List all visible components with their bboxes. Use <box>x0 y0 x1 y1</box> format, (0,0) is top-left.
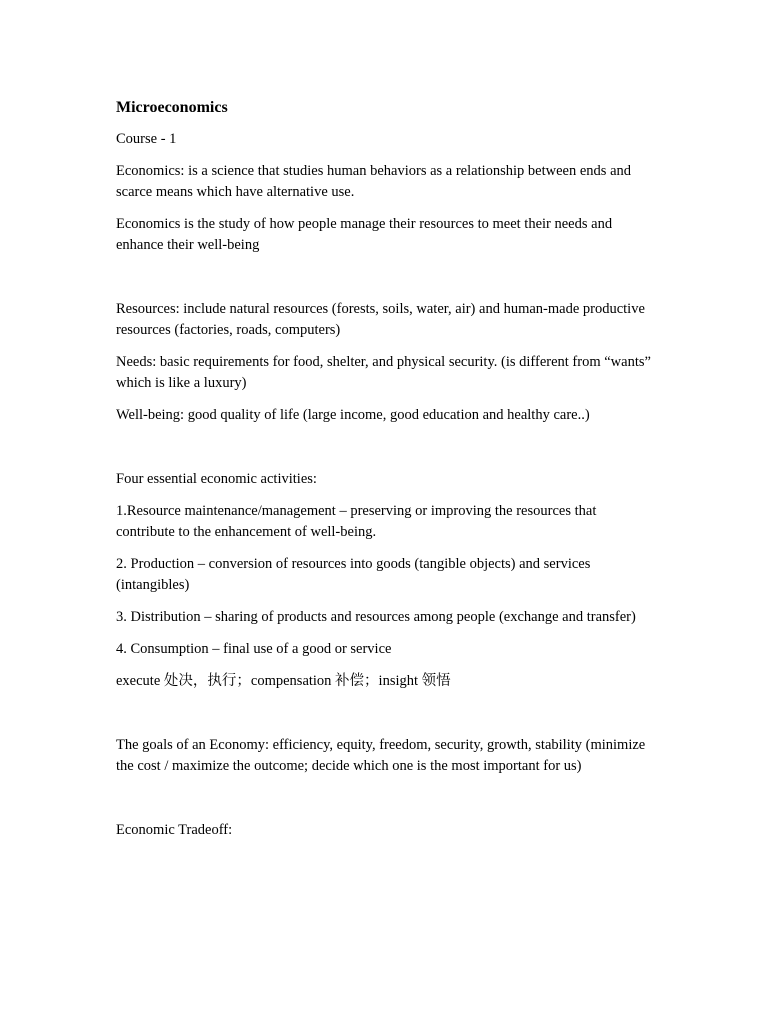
spacer <box>116 437 656 469</box>
course-label: Course - 1 <box>116 131 177 147</box>
spacer <box>116 267 656 299</box>
economy-goals: The goals of an Economy: efficiency, equity, freedom, security, growth, stability (minimize the cost / maximize the outcome; decide which one is the most important for us) <box>116 737 646 774</box>
spacer <box>116 703 656 735</box>
economics-definition-2: Economics is the study of how people manage their resources to meet their needs and enhance their well-being <box>116 216 613 253</box>
well-being-definition: Well-being: good quality of life (large income, good education and healthy care..) <box>116 407 590 423</box>
economics-definition-1: Economics: is a science that studies human behaviors as a relationship between ends and scarce means which have alternative use. <box>116 163 632 200</box>
vocabulary-note: execute 处决，执行；compensation 补偿；insight 领悟 <box>116 673 451 689</box>
activity-item: 1.Resource maintenance/management – preserving or improving the resources that contribute to the enhancement of well-being. <box>116 503 597 540</box>
resources-definition: Resources: include natural resources (forests, soils, water, air) and human-made productive resources (factories, roads, computers) <box>116 301 645 338</box>
activity-item: 3. Distribution – sharing of products and resources among people (exchange and transfer) <box>116 609 636 625</box>
spacer <box>116 788 656 820</box>
document-body <box>116 97 656 852</box>
needs-definition: Needs: basic requirements for food, shelter, and physical security. (is different from “wants” which is like a luxury) <box>116 354 651 391</box>
document-title: Microeconomics <box>116 99 228 116</box>
activities-heading: Four essential economic activities: <box>116 471 317 487</box>
activity-item: 4. Consumption – final use of a good or service <box>116 641 392 657</box>
activity-item: 2. Production – conversion of resources into goods (tangible objects) and services (intangibles) <box>116 556 591 593</box>
tradeoff-heading: Economic Tradeoff: <box>116 822 233 838</box>
